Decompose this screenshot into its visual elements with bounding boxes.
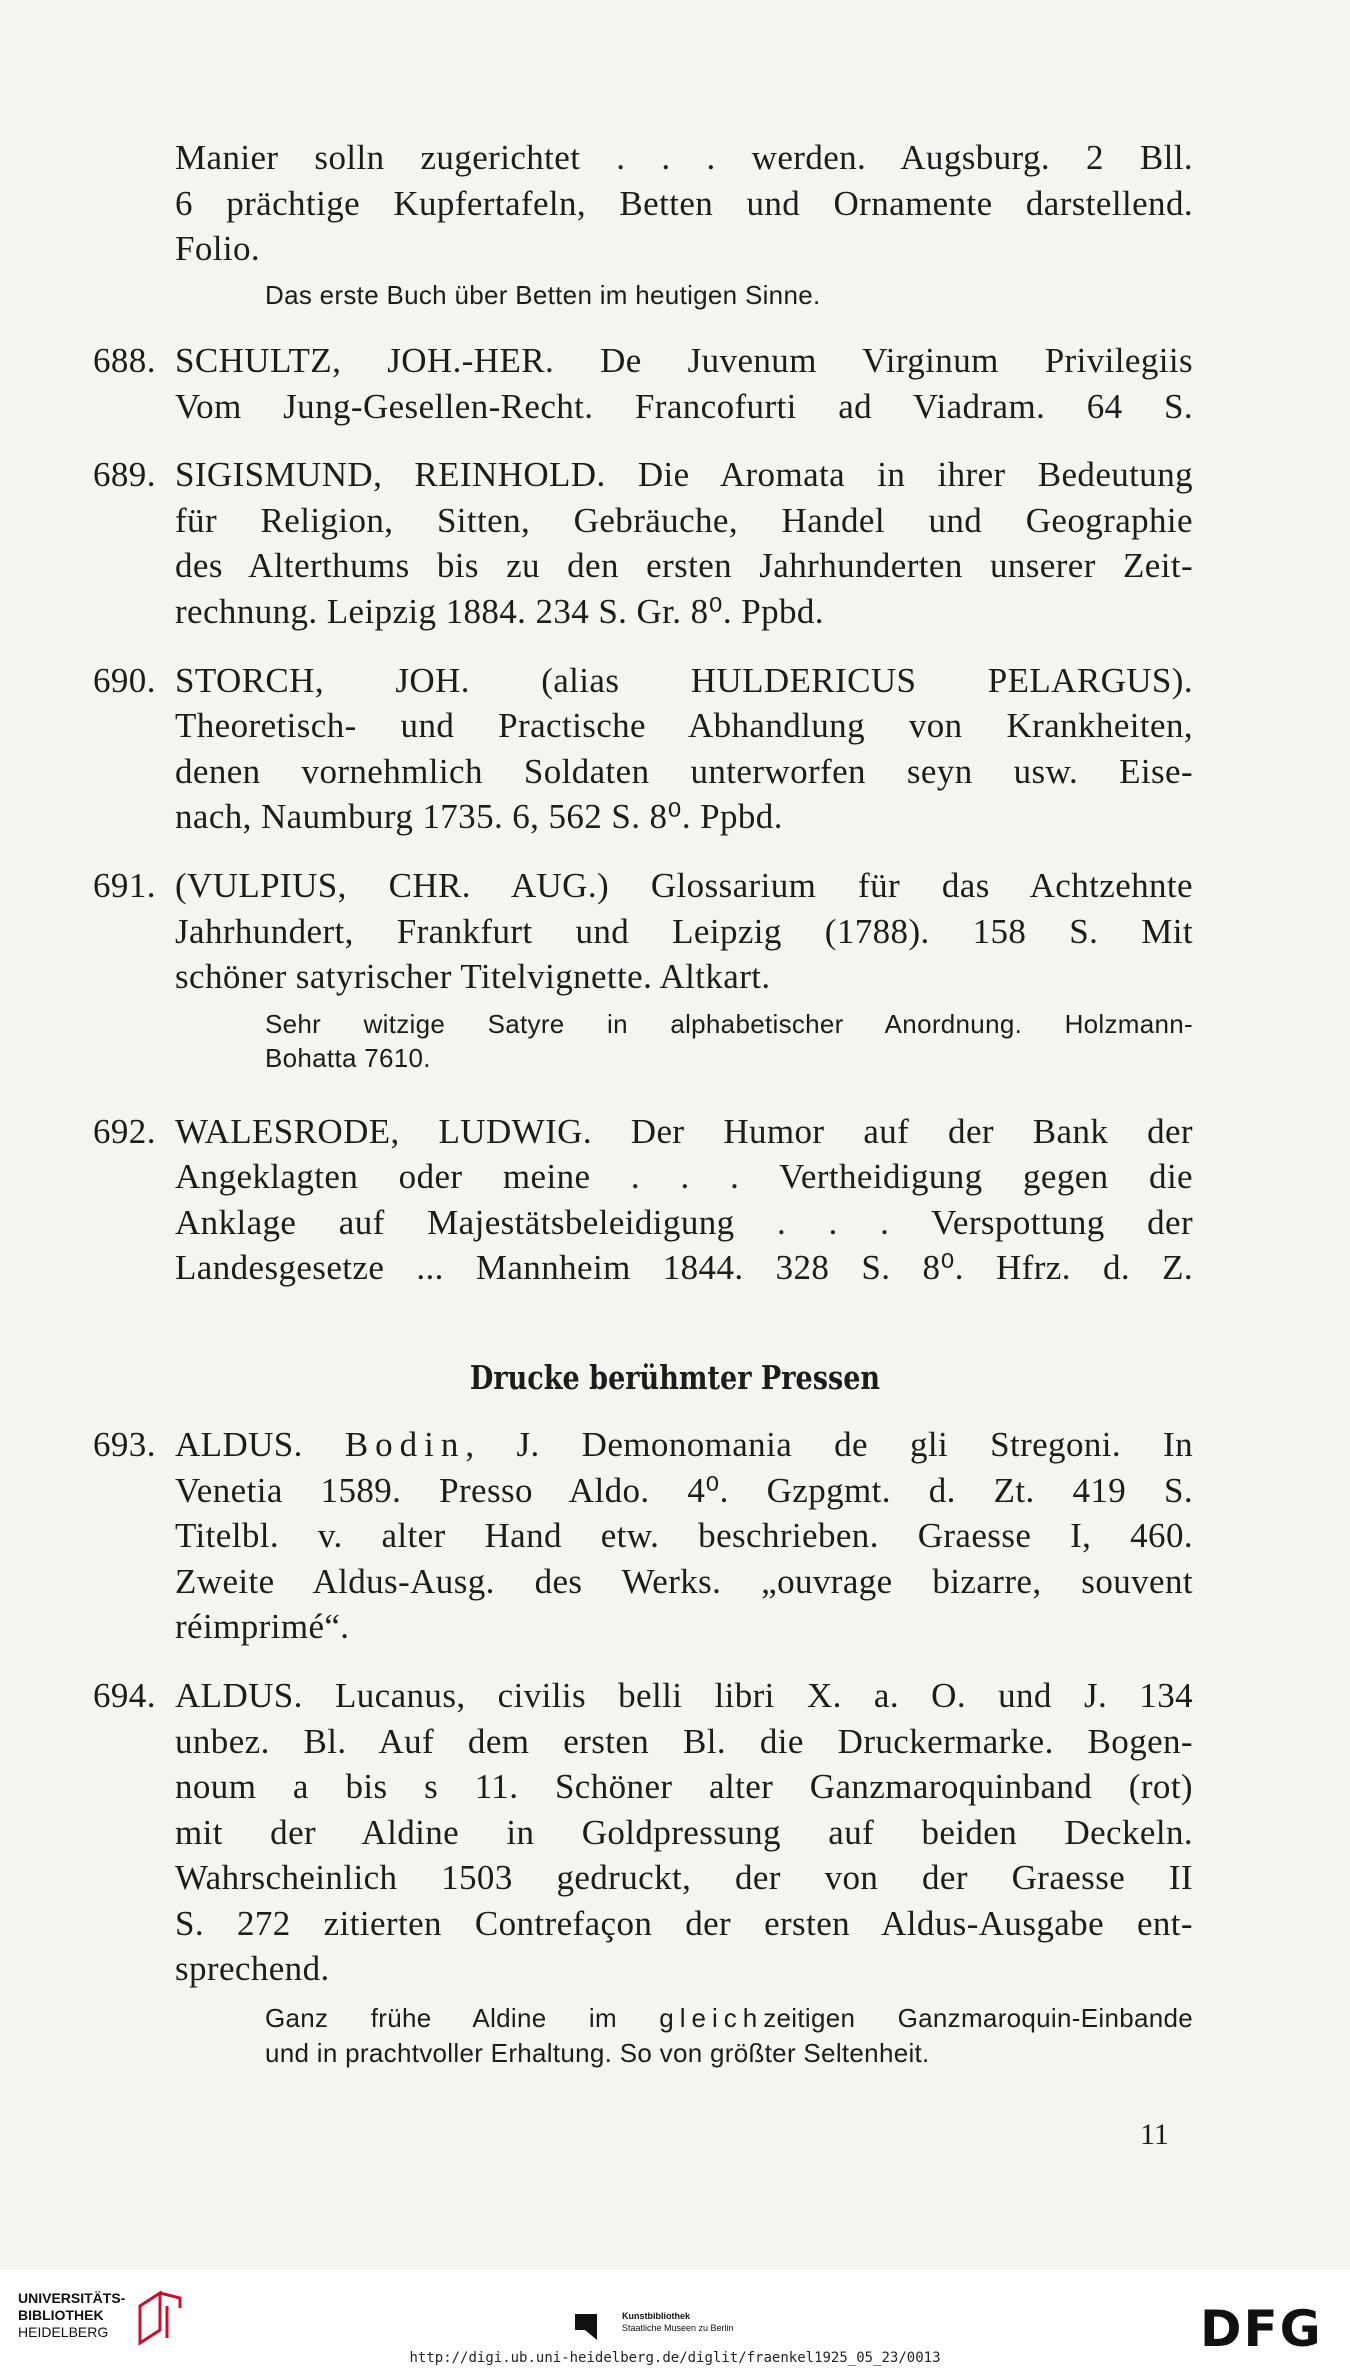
entry-691-line-1: (VULPIUS, CHR. AUG.) Glossarium für das Achtzehnte bbox=[175, 866, 1193, 905]
entry-688-number: 688. bbox=[93, 341, 156, 380]
entry-687-line-2: 6 prächtige Kupfertafeln, Betten und Ornamente darstellend. bbox=[175, 184, 1193, 223]
entry-687-note: Das erste Buch über Betten im heutigen Sinne. bbox=[265, 280, 821, 310]
entry-693-line-4: Zweite Aldus-Ausg. des Werks. „ouvrage bizarre, souvent bbox=[175, 1562, 1193, 1601]
entry-694-number: 694. bbox=[93, 1676, 156, 1715]
entry-694-line-1: ALDUS. Lucanus, civilis belli libri X. a. O. und J. 134 bbox=[175, 1676, 1193, 1715]
kunstbibliothek-logo[interactable] bbox=[622, 2310, 734, 2334]
entry-693-author-spaced: Bodin bbox=[344, 1425, 466, 1464]
entry-694-line-7: sprechend. bbox=[175, 1949, 330, 1988]
entry-691-note-line-1: Sehr witzige Satyre in alphabetischer Anordnung. Holzmann- bbox=[265, 1009, 1193, 1039]
entry-687-line-1: Manier solln zugerichtet . . . werden. Augsburg. 2 Bll. bbox=[175, 138, 1193, 177]
entry-692-number: 692. bbox=[93, 1112, 156, 1151]
entry-690-line-4: nach, Naumburg 1735. 6, 562 S. 8⁰. Ppbd. bbox=[175, 797, 783, 836]
entry-690-line-2: Theoretisch- und Practische Abhandlung von Krankheiten, bbox=[175, 706, 1193, 745]
entry-690-number: 690. bbox=[93, 661, 156, 700]
entry-693-line-1 bbox=[175, 1422, 1193, 1467]
entry-692-line-4: Landesgesetze ... Mannheim 1844. 328 S. 8⁰. Hfrz. d. Z. bbox=[175, 1248, 1193, 1287]
entry-694-note-prefix: Ganz frühe Aldine im bbox=[265, 2003, 660, 2033]
source-url-link[interactable]: http://digi.ub.uni-heidelberg.de/diglit/fraenkel1925_05_23/0013 bbox=[409, 2350, 941, 2366]
entry-688-line-1: SCHULTZ, JOH.-HER. De Juvenum Virginum Privilegiis bbox=[175, 341, 1193, 380]
ub-line-2: BIBLIOTHEK bbox=[18, 2307, 104, 2323]
entry-693-number: 693. bbox=[93, 1425, 156, 1464]
kb-line-2: Staatliche Museen zu Berlin bbox=[622, 2323, 734, 2333]
entry-694-note-suffix: zeitigen Ganzmaroquin-Einbande bbox=[763, 2003, 1193, 2033]
entry-694-line-6: S. 272 zitierten Contrefaçon der ersten Aldus-Ausgabe ent- bbox=[175, 1904, 1193, 1943]
entry-694-note-line-2: und in prachtvoller Erhaltung. So von größter Seltenheit. bbox=[265, 2038, 930, 2068]
ub-line-1: UNIVERSITÄTS- bbox=[18, 2290, 126, 2306]
entry-694-line-2: unbez. Bl. Auf dem ersten Bl. die Druckermarke. Bogen- bbox=[175, 1722, 1193, 1761]
ub-line-3: HEIDELBERG bbox=[18, 2324, 109, 2340]
entry-692-line-1: WALESRODE, LUDWIG. Der Humor auf der Bank der bbox=[175, 1112, 1193, 1151]
entry-694-line-5: Wahrscheinlich 1503 gedruckt, der von der Graesse II bbox=[175, 1858, 1193, 1897]
entry-691-note-line-2: Bohatta 7610. bbox=[265, 1043, 431, 1073]
entry-693-prefix: ALDUS. bbox=[175, 1425, 345, 1464]
entry-693-line-2: Venetia 1589. Presso Aldo. 4⁰. Gzpgmt. d. Zt. 419 S. bbox=[175, 1471, 1193, 1510]
entry-689-number: 689. bbox=[93, 455, 156, 494]
section-heading: Drucke berühmter Pressen bbox=[469, 1358, 881, 1397]
entry-693-suffix: , J. Demonomania de gli Stregoni. In bbox=[465, 1425, 1193, 1464]
entry-689-line-1: SIGISMUND, REINHOLD. Die Aromata in ihrer Bedeutung bbox=[175, 455, 1193, 494]
entry-693-line-5: réimprimé“. bbox=[175, 1607, 350, 1646]
entry-692-line-2: Angeklagten oder meine . . . Vertheidigung gegen die bbox=[175, 1157, 1193, 1196]
entry-689-line-3: des Alterthums bis zu den ersten Jahrhunderten unserer Zeit- bbox=[175, 546, 1193, 585]
ub-emblem-icon bbox=[135, 2288, 190, 2348]
footer bbox=[0, 2270, 1350, 2369]
entry-693-line-3: Titelbl. v. alter Hand etw. beschrieben. Graesse I, 460. bbox=[175, 1516, 1193, 1555]
entry-694-note-spaced: gleich bbox=[659, 2003, 764, 2033]
entry-689-line-2: für Religion, Sitten, Gebräuche, Handel und Geographie bbox=[175, 501, 1193, 540]
kb-line-1: Kunstbibliothek bbox=[622, 2311, 690, 2321]
entry-694-note-line-1 bbox=[265, 2001, 1193, 2035]
entry-691-line-2: Jahrhundert, Frankfurt und Leipzig (1788). 158 S. Mit bbox=[175, 912, 1193, 951]
entry-689-line-4: rechnung. Leipzig 1884. 234 S. Gr. 8⁰. Ppbd. bbox=[175, 592, 824, 631]
entry-691-line-3: schöner satyrischer Titelvignette. Altkart. bbox=[175, 957, 771, 996]
entry-694-line-3: noum a bis s 11. Schöner alter Ganzmaroquinband (rot) bbox=[175, 1767, 1193, 1806]
page-number: 11 bbox=[1140, 2118, 1169, 2151]
entry-692-line-3: Anklage auf Majestätsbeleidigung . . . Verspottung der bbox=[175, 1203, 1193, 1242]
entry-687-line-3: Folio. bbox=[175, 229, 261, 268]
entry-690-line-3: denen vornehmlich Soldaten unterworfen seyn usw. Eise- bbox=[175, 752, 1193, 791]
entry-694-line-4: mit der Aldine in Goldpressung auf beiden Deckeln. bbox=[175, 1813, 1193, 1852]
kunstbibliothek-icon bbox=[575, 2312, 611, 2342]
entry-691-number: 691. bbox=[93, 866, 156, 905]
entry-690-line-1: STORCH, JOH. (alias HULDERICUS PELARGUS). bbox=[175, 661, 1193, 700]
entry-688-line-2: Vom Jung-Gesellen-Recht. Francofurti ad Viadram. 64 S. bbox=[175, 387, 1193, 426]
ub-heidelberg-logo[interactable] bbox=[18, 2290, 125, 2341]
dfg-logo[interactable]: DFG bbox=[1200, 2300, 1323, 2358]
